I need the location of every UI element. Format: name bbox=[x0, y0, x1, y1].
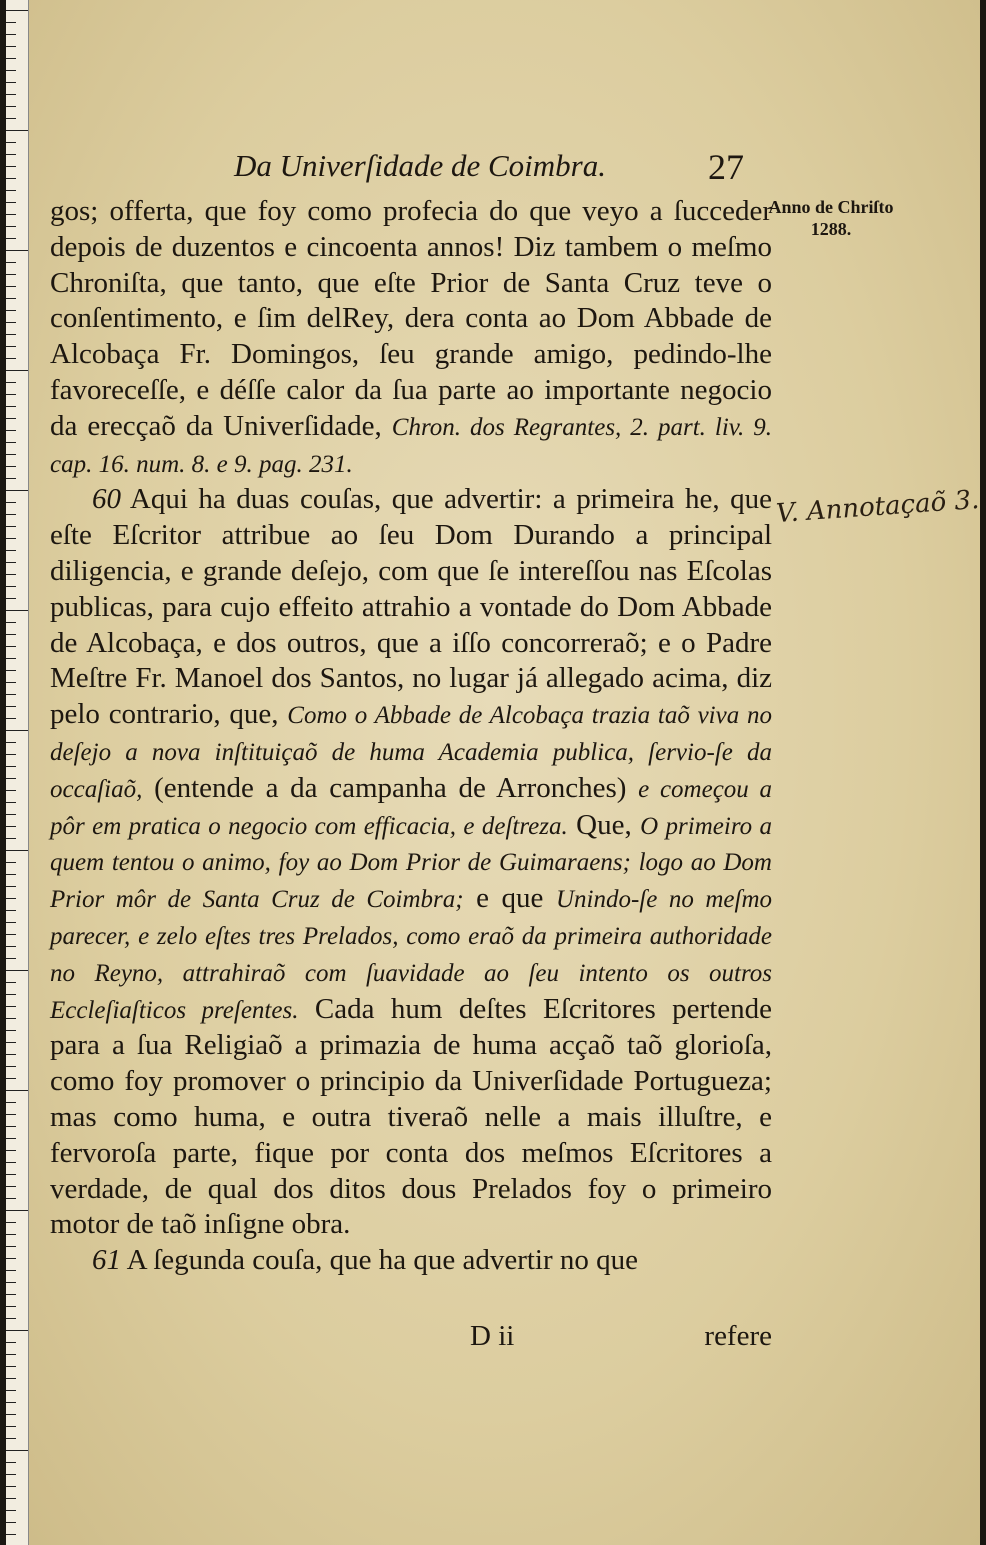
ruler-tick bbox=[6, 382, 16, 383]
ruler-tick bbox=[6, 142, 16, 143]
ruler-tick bbox=[6, 1126, 16, 1127]
ruler-tick bbox=[6, 58, 16, 59]
page-number: 27 bbox=[708, 147, 744, 187]
ruler-tick bbox=[6, 1510, 16, 1511]
ruler-tick bbox=[6, 862, 16, 863]
signature-mark: D ii bbox=[470, 1320, 515, 1352]
header-title: Da Univerſidade de Coimbra. bbox=[234, 148, 606, 183]
ruler-tick bbox=[6, 154, 16, 155]
body-text bbox=[50, 194, 772, 1279]
ruler-tick bbox=[6, 514, 16, 515]
paragraph-text: Que, bbox=[576, 808, 632, 841]
ruler-tick bbox=[6, 562, 16, 563]
ruler-tick bbox=[6, 1342, 16, 1343]
ruler-tick bbox=[6, 730, 28, 731]
ruler-tick bbox=[6, 1282, 16, 1283]
ruler-tick bbox=[6, 910, 16, 911]
ruler-tick bbox=[6, 1534, 16, 1535]
ruler-tick bbox=[6, 166, 16, 167]
ruler-tick bbox=[6, 1246, 16, 1247]
paragraph-61 bbox=[50, 1243, 772, 1279]
paragraph-number: 60 bbox=[92, 483, 121, 516]
ruler-tick bbox=[6, 694, 16, 695]
handwritten-annotation: V. Annotaçaõ 3. bbox=[775, 484, 981, 530]
ruler-tick bbox=[6, 982, 16, 983]
paragraph-text: gos; offerta, que foy como profecia do que veyo a ſucceder depois de duzentos e cincoenta annos! Diz tambem o meſmo Chroniſta, que tanto, que eſte Prior de Santa Cruz teve o conſentimento, e ſim delRey, dera conta ao Dom Abbade de Alcobaça Fr. Domingos, ſeu grande amigo, pedindo-lhe favoreceſſe, e déſſe calor da ſua parte ao importante negocio da erecçaõ da Univerſidade, bbox=[50, 195, 772, 442]
margin-note-year bbox=[756, 196, 906, 240]
ruler-tick bbox=[6, 1366, 16, 1367]
ruler-tick bbox=[6, 1186, 16, 1187]
ruler-tick bbox=[6, 874, 16, 875]
ruler-tick bbox=[6, 250, 28, 251]
ruler-tick bbox=[6, 202, 16, 203]
paragraph-60 bbox=[50, 482, 772, 1243]
ruler-tick bbox=[6, 394, 16, 395]
ruler-tick bbox=[6, 1030, 16, 1031]
ruler-tick bbox=[6, 718, 16, 719]
ruler-tick bbox=[6, 538, 16, 539]
ruler-tick bbox=[6, 1474, 16, 1475]
ruler-tick bbox=[6, 1498, 16, 1499]
ruler-tick bbox=[6, 94, 16, 95]
ruler-tick bbox=[6, 82, 16, 83]
ruler-tick bbox=[6, 658, 16, 659]
ruler-tick bbox=[6, 418, 16, 419]
ruler-tick bbox=[6, 1306, 16, 1307]
ruler-tick bbox=[6, 610, 28, 611]
ruler-tick bbox=[6, 634, 16, 635]
ruler-tick bbox=[6, 1378, 16, 1379]
ruler-tick bbox=[6, 214, 16, 215]
ruler-tick bbox=[6, 34, 16, 35]
ruler-tick bbox=[6, 1222, 16, 1223]
ruler-tick bbox=[6, 934, 16, 935]
ruler-tick bbox=[6, 262, 16, 263]
ruler-tick bbox=[6, 826, 16, 827]
book-page bbox=[6, 0, 980, 1545]
paragraph-text: Cada hum deſtes Eſcritores pertende para a ſua Religiaõ a primazia de huma acçaõ taõ glorioſa, como foy promover o principio da Univerſidade Portugueza; mas como huma, e outra tiveraõ nelle a mais illuſtre, e fervoroſa parte, fique por conta dos meſmos Eſcritores a verdade, de qual dos ditos dous Prelados foy o primeiro motor de taõ inſigne obra. bbox=[50, 992, 772, 1241]
ruler-tick bbox=[6, 10, 28, 11]
ruler-tick bbox=[6, 1114, 16, 1115]
ruler-tick bbox=[6, 1270, 16, 1271]
ruler-tick bbox=[6, 850, 28, 851]
ruler-tick bbox=[6, 490, 28, 491]
ruler-tick bbox=[6, 454, 16, 455]
ruler-tick bbox=[6, 970, 28, 971]
running-header bbox=[234, 148, 774, 192]
margin-note-line1: Anno de Chriſto bbox=[768, 197, 894, 217]
ruler-tick bbox=[6, 1234, 16, 1235]
ruler-tick bbox=[6, 1090, 28, 1091]
ruler-tick bbox=[6, 682, 16, 683]
ruler-tick bbox=[6, 190, 16, 191]
margin-note-line2: 1288. bbox=[810, 219, 852, 239]
ruler-tick bbox=[6, 1414, 16, 1415]
ruler-tick bbox=[6, 886, 16, 887]
ruler-tick bbox=[6, 346, 16, 347]
citation: Chron. dos Regrantes, 2. part. liv. 9. cap. 16. num. 8. e 9. pag. 231. bbox=[50, 413, 772, 478]
ruler-tick bbox=[6, 130, 28, 131]
page-footer bbox=[50, 1312, 772, 1352]
paragraph-number: 61 bbox=[92, 1244, 121, 1277]
quotation: O primeiro a quem tentou o animo, foy ao Dom Prior de Guimaraens; logo ao Dom Prior môr de Santa Cruz de Coimbra; bbox=[50, 812, 773, 914]
ruler-tick bbox=[6, 406, 16, 407]
ruler-tick bbox=[6, 778, 16, 779]
ruler-tick bbox=[6, 526, 16, 527]
ruler-tick bbox=[6, 1486, 16, 1487]
ruler-tick bbox=[6, 670, 16, 671]
paragraph-59-end bbox=[50, 194, 772, 482]
ruler-tick bbox=[6, 742, 16, 743]
ruler-tick bbox=[6, 106, 16, 107]
ruler-tick bbox=[6, 1162, 16, 1163]
ruler-tick bbox=[6, 22, 16, 23]
ruler-tick bbox=[6, 814, 16, 815]
ruler-tick bbox=[6, 1138, 16, 1139]
ruler-tick bbox=[6, 1006, 16, 1007]
ruler-tick bbox=[6, 1318, 16, 1319]
ruler-tick bbox=[6, 766, 16, 767]
ruler-tick bbox=[6, 1174, 16, 1175]
ruler-tick bbox=[6, 958, 16, 959]
ruler-tick bbox=[6, 706, 16, 707]
ruler-tick bbox=[6, 1258, 16, 1259]
ruler-tick bbox=[6, 1450, 28, 1451]
ruler-tick bbox=[6, 1438, 16, 1439]
ruler-tick bbox=[6, 838, 16, 839]
catchword: refere bbox=[704, 1320, 772, 1352]
paragraph-text: Aqui ha duas couſas, que advertir: a primeira he, que eſte Eſcritor attribue ao ſeu Dom Durando a principal diligencia, e grande deſejo, com que ſe intereſſou nas Eſcolas publicas, para cujo effeito attrahio a vontade do Dom Abbade de Alcobaça, e dos outros, que a iſſo concorreraõ; e o Padre Meſtre Fr. Manoel dos Santos, no lugar já allegado acima, diz pelo contrario, que, bbox=[50, 483, 772, 731]
ruler-tick bbox=[6, 118, 16, 119]
ruler-tick bbox=[6, 898, 16, 899]
ruler-tick bbox=[6, 1330, 28, 1331]
ruler-tick bbox=[6, 358, 16, 359]
ruler-tick bbox=[6, 550, 16, 551]
ruler-tick bbox=[6, 478, 16, 479]
ruler-tick bbox=[6, 1426, 16, 1427]
ruler-tick bbox=[6, 574, 16, 575]
ruler-tick bbox=[6, 1390, 16, 1391]
ruler-tick bbox=[6, 946, 16, 947]
ruler-tick bbox=[6, 226, 16, 227]
ruler-tick bbox=[6, 1102, 16, 1103]
ruler-tick bbox=[6, 442, 16, 443]
ruler-tick bbox=[6, 1198, 16, 1199]
ruler-tick bbox=[6, 1402, 16, 1403]
ruler-tick bbox=[6, 1150, 16, 1151]
ruler-tick bbox=[6, 322, 16, 323]
ruler-tick bbox=[6, 646, 16, 647]
ruler-tick bbox=[6, 622, 16, 623]
ruler-tick bbox=[6, 46, 16, 47]
ruler-tick bbox=[6, 754, 16, 755]
ruler-tick bbox=[6, 790, 16, 791]
ruler-tick bbox=[6, 1078, 16, 1079]
ruler-tick bbox=[6, 466, 16, 467]
ruler-tick bbox=[6, 334, 16, 335]
quotation: Como o Abbade de Alcobaça trazia taõ viva no deſejo a nova inſtituiçaõ de huma Academia publica, ſervio-ſe da occaſiaõ, bbox=[50, 702, 772, 803]
ruler-tick bbox=[6, 370, 28, 371]
ruler-tick bbox=[6, 1522, 16, 1523]
ruler-tick bbox=[6, 1054, 16, 1055]
ruler-tick bbox=[6, 1042, 16, 1043]
ruler-tick bbox=[6, 70, 16, 71]
paragraph-text: A ſegunda couſa, que ha que advertir no que bbox=[126, 1244, 639, 1277]
ruler-tick bbox=[6, 1066, 16, 1067]
ruler-tick bbox=[6, 502, 16, 503]
quotation: e começou a pôr em pratica o negocio com efficacia, e deſtreza. bbox=[50, 775, 773, 840]
ruler-tick bbox=[6, 802, 16, 803]
ruler-tick bbox=[6, 994, 16, 995]
ruler-tick bbox=[6, 922, 16, 923]
paragraph-text: e que bbox=[476, 882, 544, 915]
quotation: Unindo-ſe no meſmo parecer, e zelo eſtes tres Prelados, como eraõ da primeira authoridade no Reyno, attrahiraõ com ſuavidade ao ſeu intento os outros Eccleſiaſticos preſentes. bbox=[50, 886, 773, 1024]
ruler-tick bbox=[6, 298, 16, 299]
ruler-tick bbox=[6, 1210, 28, 1211]
ruler-tick bbox=[6, 1018, 16, 1019]
ruler-tick bbox=[6, 1354, 16, 1355]
ruler-tick bbox=[6, 310, 16, 311]
ruler-tick bbox=[6, 598, 16, 599]
ruler-tick bbox=[6, 1462, 16, 1463]
ruler-tick bbox=[6, 430, 16, 431]
ruler-tick bbox=[6, 1294, 16, 1295]
ruler-tick bbox=[6, 178, 16, 179]
ruler-tick bbox=[6, 586, 16, 587]
ruler-tick bbox=[6, 286, 16, 287]
scan-ruler bbox=[6, 0, 29, 1545]
ruler-tick bbox=[6, 238, 16, 239]
ruler-tick bbox=[6, 274, 16, 275]
paragraph-text: (entende a da campanha de Arronches) bbox=[154, 771, 627, 804]
